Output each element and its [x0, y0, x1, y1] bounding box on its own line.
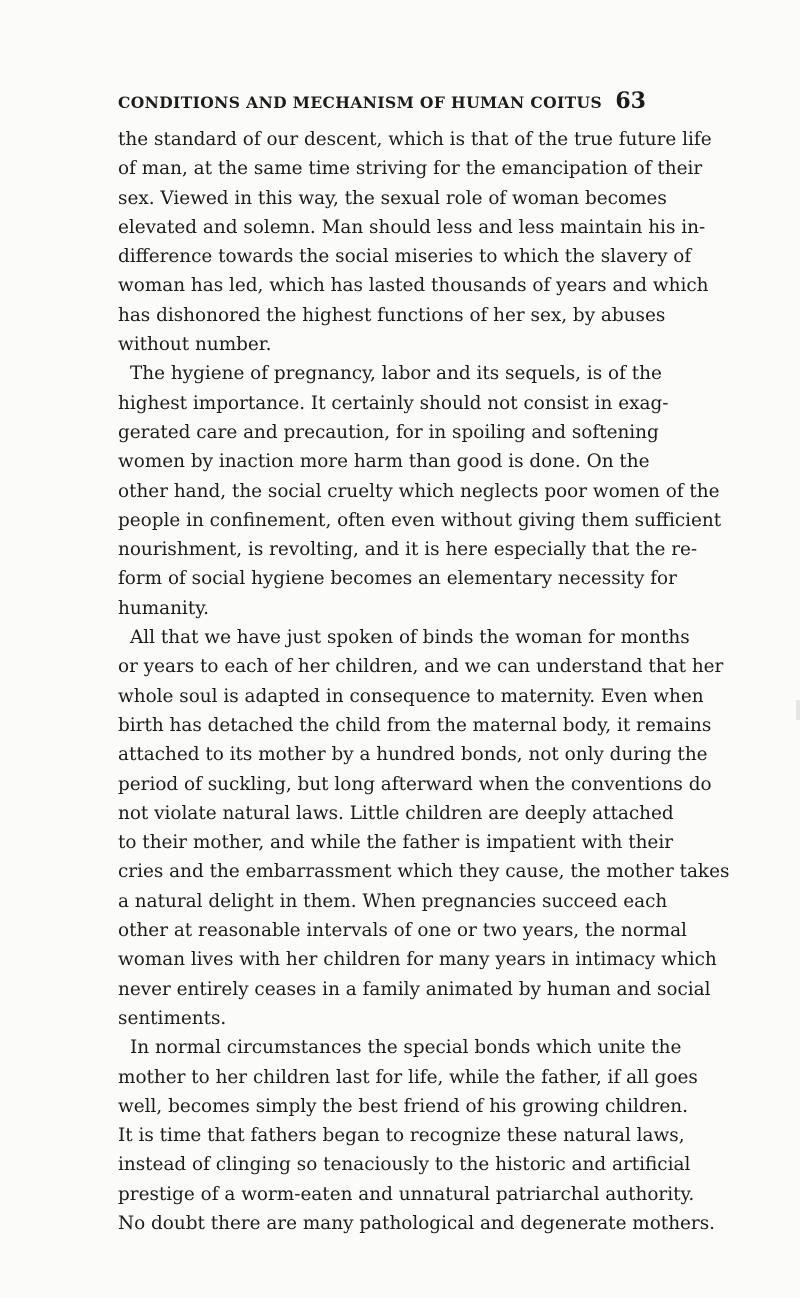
text-line: never entirely ceases in a family animated by human and social — [118, 978, 711, 1000]
text-line: It is time that fathers began to recognize these natural laws, — [118, 1125, 685, 1147]
text-line: attached to its mother by a hundred bonds, not only during the — [118, 744, 708, 766]
text-line: woman lives with her children for many years in intimacy which — [118, 949, 717, 971]
text-line: nourishment, is revolting, and it is here especially that the re- — [118, 539, 698, 561]
text-line: a natural delight in them. When pregnancies succeed each — [118, 890, 668, 912]
text-line: instead of clinging so tenaciously to the historic and artificial — [118, 1154, 691, 1176]
text-line: sex. Viewed in this way, the sexual role of woman becomes — [118, 187, 667, 209]
text-line: other at reasonable intervals of one or two years, the normal — [118, 920, 687, 942]
text-line: elevated and solemn. Man should less and less maintain his in- — [118, 216, 706, 238]
text-line: other hand, the social cruelty which neglects poor women of the — [118, 480, 720, 502]
page-number: 63 — [615, 88, 646, 114]
page-edge-shadow — [796, 700, 800, 720]
text-line: period of suckling, but long afterward when the conventions do — [118, 773, 712, 795]
text-line: cries and the embarrassment which they cause, the mother takes — [118, 861, 730, 883]
text-line: gerated care and precaution, for in spoiling and softening — [118, 421, 659, 443]
text-line: The hygiene of pregnancy, labor and its sequels, is of the — [130, 363, 662, 385]
text-line: whole soul is adapted in consequence to maternity. Even when — [118, 685, 704, 707]
running-head — [118, 88, 646, 118]
text-line: No doubt there are many pathological and degenerate mothers. — [118, 1212, 716, 1234]
text-line: All that we have just spoken of binds the woman for months — [130, 627, 690, 649]
text-line: humanity. — [118, 597, 210, 619]
text-line: prestige of a worm-eaten and unnatural patriarchal authority. — [118, 1183, 695, 1205]
text-line: In normal circumstances the special bonds which unite the — [130, 1037, 682, 1059]
text-line: form of social hygiene becomes an elementary necessity for — [118, 568, 677, 590]
text-line: mother to her children last for life, while the father, if all goes — [118, 1066, 698, 1088]
text-line: not violate natural laws. Little children are deeply attached — [118, 802, 674, 824]
text-line: woman has led, which has lasted thousands of years and which — [118, 275, 709, 297]
text-line: birth has detached the child from the maternal body, it remains — [118, 714, 712, 736]
body-text — [118, 125, 730, 1238]
text-line: or years to each of her children, and we can understand that her — [118, 656, 724, 678]
text-line: without number. — [118, 334, 272, 356]
running-title: CONDITIONS AND MECHANISM OF HUMAN COITUS — [118, 93, 603, 112]
text-line: well, becomes simply the best friend of his growing children. — [118, 1095, 688, 1117]
text-line: sentiments. — [118, 1007, 227, 1029]
text-line: people in confinement, often even without giving them sufficient — [118, 509, 722, 531]
text-line: to their mother, and while the father is impatient with their — [118, 832, 673, 854]
text-line: difference towards the social miseries to which the slavery of — [118, 246, 692, 268]
text-line: women by inaction more harm than good is done. On the — [118, 451, 650, 473]
text-line: of man, at the same time striving for the emancipation of their — [118, 158, 703, 180]
text-line: has dishonored the highest functions of her sex, by abuses — [118, 304, 666, 326]
text-line: the standard of our descent, which is that of the true future life — [118, 129, 712, 150]
text-line: highest importance. It certainly should not consist in exag- — [118, 392, 669, 414]
